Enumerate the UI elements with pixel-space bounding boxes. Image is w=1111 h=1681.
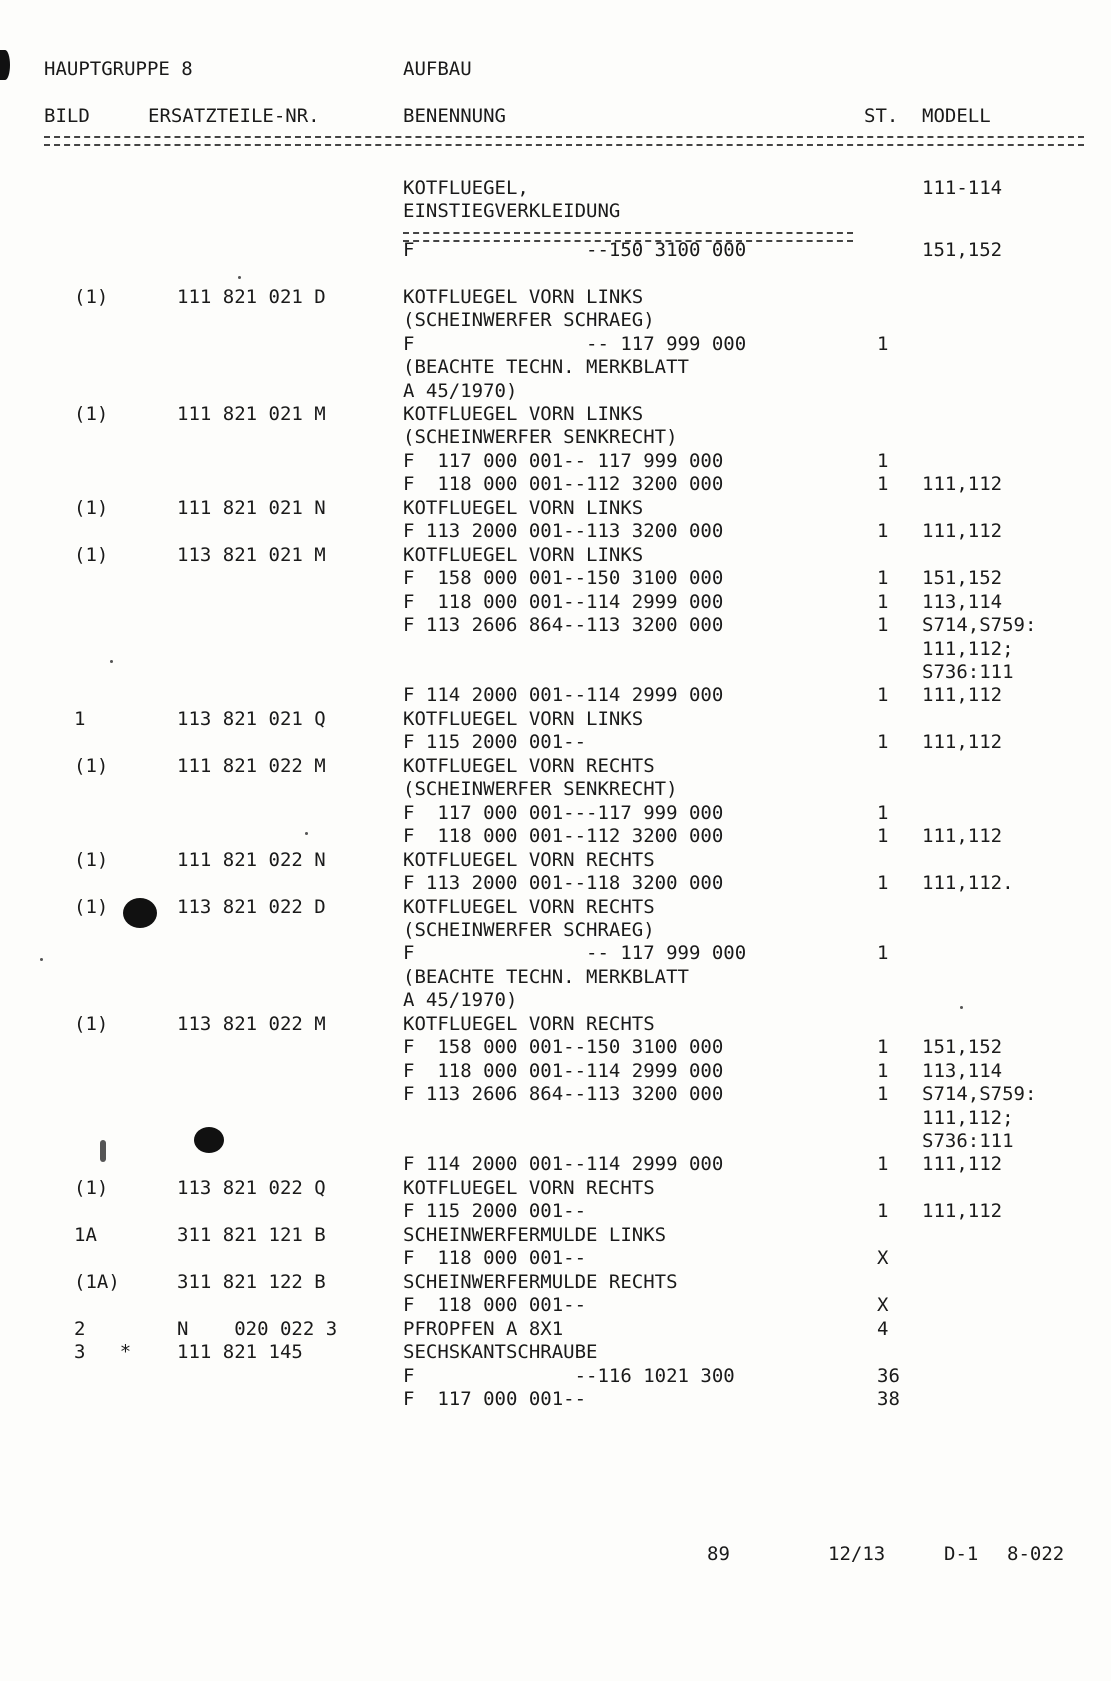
table-row (0, 731, 1111, 754)
description-cell: F 113 2000 001--113 3200 000 (403, 520, 724, 542)
column-headers (0, 105, 1111, 128)
table-row (0, 356, 1111, 379)
table-row (0, 684, 1111, 707)
model-cell: 113,114 (922, 1060, 1003, 1082)
table-row (0, 708, 1111, 731)
bild-cell: (1) (74, 497, 109, 519)
description-cell: F 114 2000 001--114 2999 000 (403, 684, 724, 706)
table-row (0, 825, 1111, 848)
table-row (0, 1200, 1111, 1223)
table-row (0, 661, 1111, 684)
quantity-cell: 1 (877, 567, 889, 589)
description-cell: KOTFLUEGEL VORN LINKS (403, 708, 644, 730)
description-cell: F 115 2000 001-- (403, 1200, 587, 1222)
description-cell: F 114 2000 001--114 2999 000 (403, 1153, 724, 1175)
description-cell: F 118 000 001--114 2999 000 (403, 1060, 724, 1082)
description-cell: F 115 2000 001-- (403, 731, 587, 753)
speck (40, 958, 43, 961)
punch-hole-mark (0, 50, 10, 80)
model-cell: 111,112; (922, 1107, 1014, 1129)
model-cell: 111,112 (922, 1153, 1003, 1175)
model-cell: 111-114 (922, 177, 1003, 199)
table-row (0, 200, 1111, 223)
model-cell: S736:111 (922, 1130, 1014, 1152)
quantity-cell: 1 (877, 684, 889, 706)
bild-cell: (1) (74, 1177, 109, 1199)
region-code: D-1 (944, 1543, 979, 1565)
quantity-cell: 38 (877, 1388, 900, 1410)
quantity-cell: 1 (877, 520, 889, 542)
part-number-cell: 111 821 021 N (177, 497, 326, 519)
page-number: 89 (707, 1543, 730, 1565)
bild-cell: 1 (74, 708, 86, 730)
model-cell: 111,112 (922, 1200, 1003, 1222)
model-cell: 111,112. (922, 872, 1014, 894)
table-row (0, 177, 1111, 200)
table-row (0, 567, 1111, 590)
description-cell: EINSTIEGVERKLEIDUNG (403, 200, 621, 222)
bild-cell: (1) (74, 544, 109, 566)
table-row (0, 1013, 1111, 1036)
table-row (0, 919, 1111, 942)
table-row (0, 1365, 1111, 1388)
part-number-cell: 111 821 021 M (177, 403, 326, 425)
table-row (0, 544, 1111, 567)
description-cell: KOTFLUEGEL VORN RECHTS (403, 1177, 655, 1199)
description-cell: F 158 000 001--150 3100 000 (403, 567, 724, 589)
table-row (0, 1036, 1111, 1059)
quantity-cell: 1 (877, 825, 889, 847)
part-number-cell: 113 821 021 M (177, 544, 326, 566)
model-cell: 111,112 (922, 473, 1003, 495)
ink-blot (194, 1127, 224, 1153)
speck (110, 660, 113, 663)
header-line-1 (0, 58, 1111, 81)
table-row (0, 1130, 1111, 1153)
model-cell: 111,112 (922, 684, 1003, 706)
quantity-cell: 1 (877, 1153, 889, 1175)
bild-cell: 1A (74, 1224, 97, 1246)
description-cell: F 117 000 001---117 999 000 (403, 802, 724, 824)
table-row (0, 1107, 1111, 1130)
header-double-rule (44, 136, 1084, 146)
description-cell: KOTFLUEGEL VORN RECHTS (403, 896, 655, 918)
description-cell: F 118 000 001-- (403, 1294, 587, 1316)
quantity-cell: 1 (877, 802, 889, 824)
model-cell: 111,112 (922, 520, 1003, 542)
description-cell: F -- 117 999 000 (403, 333, 747, 355)
description-cell: F 117 000 001-- 117 999 000 (403, 450, 724, 472)
description-cell: F 113 2000 001--118 3200 000 (403, 872, 724, 894)
table-row (0, 403, 1111, 426)
speck (305, 832, 308, 835)
part-number-cell: 111 821 021 D (177, 286, 326, 308)
description-cell: F 113 2606 864--113 3200 000 (403, 1083, 724, 1105)
sheet-number: 12/13 (828, 1543, 886, 1565)
description-cell: F -- 117 999 000 (403, 942, 747, 964)
bild-cell: (1A) (74, 1271, 120, 1293)
description-cell: F 118 000 001-- (403, 1247, 587, 1269)
description-cell: KOTFLUEGEL VORN RECHTS (403, 755, 655, 777)
speck (960, 1006, 963, 1009)
table-row (0, 1083, 1111, 1106)
table-row (0, 1060, 1111, 1083)
description-cell: (SCHEINWERFER SCHRAEG) (403, 919, 655, 941)
description-cell: (SCHEINWERFER SENKRECHT) (403, 426, 678, 448)
table-row (0, 755, 1111, 778)
table-row (0, 1341, 1111, 1364)
quantity-cell: 1 (877, 473, 889, 495)
part-number-cell: 113 821 022 Q (177, 1177, 326, 1199)
ink-blot (123, 898, 157, 928)
part-number-cell: N 020 022 3 (177, 1318, 338, 1340)
table-row (0, 380, 1111, 403)
table-row (0, 286, 1111, 309)
quantity-cell: 1 (877, 1200, 889, 1222)
description-cell: KOTFLUEGEL VORN LINKS (403, 497, 644, 519)
page-code: 8-022 (1007, 1543, 1065, 1565)
description-cell: F 118 000 001--112 3200 000 (403, 825, 724, 847)
bild-cell: (1) (74, 755, 109, 777)
description-cell: KOTFLUEGEL, (403, 177, 529, 199)
bild-cell: 2 (74, 1318, 86, 1340)
col-bild-header: BILD (44, 105, 90, 127)
description-cell: F 158 000 001--150 3100 000 (403, 1036, 724, 1058)
table-row (0, 1153, 1111, 1176)
speck (100, 1140, 106, 1162)
description-cell: (SCHEINWERFER SCHRAEG) (403, 309, 655, 331)
quantity-cell: 1 (877, 333, 889, 355)
part-number-cell: 113 821 022 M (177, 1013, 326, 1035)
table-row (0, 802, 1111, 825)
part-number-cell: 113 821 021 Q (177, 708, 326, 730)
table-row (0, 942, 1111, 965)
table-row (0, 1247, 1111, 1270)
model-cell: 111,112 (922, 825, 1003, 847)
model-cell: 151,152 (922, 567, 1003, 589)
col-benennung-header: BENENNUNG (403, 105, 506, 127)
table-row (0, 778, 1111, 801)
table-row (0, 896, 1111, 919)
description-cell: SECHSKANTSCHRAUBE (403, 1341, 598, 1363)
description-cell: KOTFLUEGEL VORN RECHTS (403, 849, 655, 871)
part-number-cell: 311 821 122 B (177, 1271, 326, 1293)
quantity-cell: 1 (877, 1060, 889, 1082)
part-number-cell: 113 821 022 D (177, 896, 326, 918)
bild-cell: (1) (74, 896, 109, 918)
model-cell: 151,152 (922, 1036, 1003, 1058)
part-number-cell: 311 821 121 B (177, 1224, 326, 1246)
table-row (0, 497, 1111, 520)
description-cell: A 45/1970) (403, 380, 518, 402)
table-row (0, 239, 1111, 262)
table-row (0, 614, 1111, 637)
speck (238, 276, 241, 279)
col-st-header: ST. (864, 105, 899, 127)
table-row (0, 333, 1111, 356)
description-cell: KOTFLUEGEL VORN LINKS (403, 544, 644, 566)
group-title: HAUPTGRUPPE 8 (44, 58, 193, 80)
description-cell: F 113 2606 864--113 3200 000 (403, 614, 724, 636)
quantity-cell: 1 (877, 450, 889, 472)
table-row (0, 1388, 1111, 1411)
description-cell: F 118 000 001--114 2999 000 (403, 591, 724, 613)
table-row (0, 989, 1111, 1012)
table-row (0, 450, 1111, 473)
model-cell: 111,112 (922, 731, 1003, 753)
bild-cell: (1) (74, 849, 109, 871)
quantity-cell: 1 (877, 731, 889, 753)
part-number-cell: 111 821 022 M (177, 755, 326, 777)
page-footer (0, 1543, 1111, 1566)
table-row (0, 426, 1111, 449)
table-row (0, 1224, 1111, 1247)
quantity-cell: 1 (877, 591, 889, 613)
part-number-cell: 111 821 145 (177, 1341, 303, 1363)
description-cell: (SCHEINWERFER SENKRECHT) (403, 778, 678, 800)
table-row (0, 1177, 1111, 1200)
description-cell: (BEACHTE TECHN. MERKBLATT (403, 356, 689, 378)
description-cell: (BEACHTE TECHN. MERKBLATT (403, 966, 689, 988)
table-row (0, 849, 1111, 872)
bild-cell: 3 * (74, 1341, 132, 1363)
table-row (0, 309, 1111, 332)
description-cell: SCHEINWERFERMULDE LINKS (403, 1224, 667, 1246)
section-title: AUFBAU (403, 58, 472, 80)
description-cell: F --116 1021 300 (403, 1365, 735, 1387)
quantity-cell: X (877, 1294, 889, 1316)
bild-cell: (1) (74, 286, 109, 308)
col-modell-header: MODELL (922, 105, 991, 127)
model-cell: 113,114 (922, 591, 1003, 613)
quantity-cell: 1 (877, 942, 889, 964)
table-row (0, 872, 1111, 895)
quantity-cell: 36 (877, 1365, 900, 1387)
description-cell: KOTFLUEGEL VORN RECHTS (403, 1013, 655, 1035)
col-nr-header: ERSATZTEILE-NR. (148, 105, 320, 127)
description-cell: F 117 000 001-- (403, 1388, 587, 1410)
description-cell: A 45/1970) (403, 989, 518, 1011)
table-row (0, 520, 1111, 543)
description-cell: F 118 000 001--112 3200 000 (403, 473, 724, 495)
description-cell: KOTFLUEGEL VORN LINKS (403, 403, 644, 425)
description-cell: KOTFLUEGEL VORN LINKS (403, 286, 644, 308)
quantity-cell: 1 (877, 614, 889, 636)
table-row (0, 966, 1111, 989)
model-cell: 111,112; (922, 638, 1014, 660)
quantity-cell: 1 (877, 1036, 889, 1058)
model-cell: S736:111 (922, 661, 1014, 683)
description-cell: PFROPFEN A 8X1 (403, 1318, 564, 1340)
table-row (0, 591, 1111, 614)
part-number-cell: 111 821 022 N (177, 849, 326, 871)
table-row (0, 638, 1111, 661)
quantity-cell: X (877, 1247, 889, 1269)
bild-cell: (1) (74, 403, 109, 425)
description-cell: SCHEINWERFERMULDE RECHTS (403, 1271, 678, 1293)
quantity-cell: 4 (877, 1318, 889, 1340)
model-cell: 151,152 (922, 239, 1003, 261)
bild-cell: (1) (74, 1013, 109, 1035)
description-cell: F --150 3100 000 (403, 239, 747, 261)
model-cell: S714,S759: (922, 1083, 1037, 1105)
quantity-cell: 1 (877, 1083, 889, 1105)
table-row (0, 473, 1111, 496)
table-row (0, 1271, 1111, 1294)
table-row (0, 1318, 1111, 1341)
model-cell: S714,S759: (922, 614, 1037, 636)
quantity-cell: 1 (877, 872, 889, 894)
table-row (0, 262, 1111, 285)
table-row (0, 1294, 1111, 1317)
